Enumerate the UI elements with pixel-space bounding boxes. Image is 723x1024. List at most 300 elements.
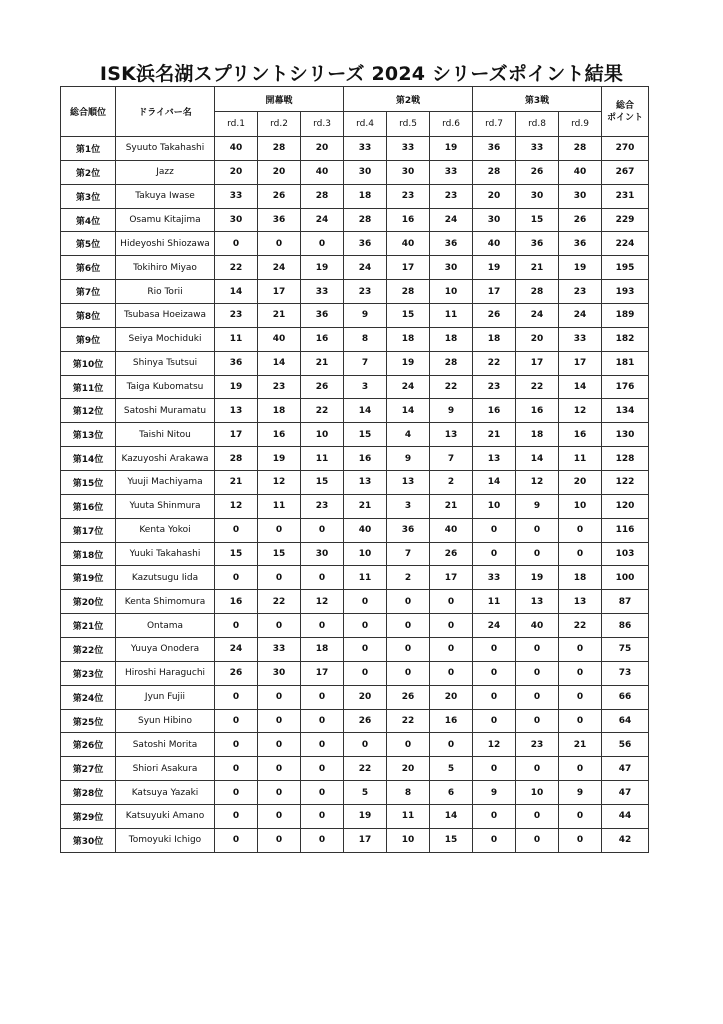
points-cell: 0 xyxy=(258,518,301,542)
points-cell: 24 xyxy=(215,638,258,662)
table-row xyxy=(61,805,649,829)
points-cell: 13 xyxy=(516,590,559,614)
points-cell: 0 xyxy=(430,590,473,614)
points-cell: 18 xyxy=(516,423,559,447)
points-cell: 30 xyxy=(473,208,516,232)
table-row xyxy=(61,566,649,590)
points-cell: 0 xyxy=(215,805,258,829)
points-cell: 0 xyxy=(258,566,301,590)
points-cell: 21 xyxy=(344,494,387,518)
points-cell: 0 xyxy=(301,805,344,829)
total-points-cell: 64 xyxy=(602,709,649,733)
points-cell: 0 xyxy=(473,805,516,829)
points-cell: 0 xyxy=(559,757,602,781)
rank-cell: 第30位 xyxy=(61,828,116,852)
rank-cell: 第8位 xyxy=(61,304,116,328)
points-cell: 20 xyxy=(215,160,258,184)
points-cell: 7 xyxy=(430,447,473,471)
points-cell: 19 xyxy=(215,375,258,399)
points-cell: 24 xyxy=(516,304,559,328)
table-row xyxy=(61,733,649,757)
points-cell: 9 xyxy=(516,494,559,518)
rank-cell: 第1位 xyxy=(61,137,116,161)
points-cell: 0 xyxy=(516,661,559,685)
rank-cell: 第17位 xyxy=(61,518,116,542)
points-cell: 0 xyxy=(430,661,473,685)
points-cell: 11 xyxy=(344,566,387,590)
driver-name-cell: Jazz xyxy=(116,160,215,184)
points-cell: 0 xyxy=(344,661,387,685)
points-cell: 26 xyxy=(430,542,473,566)
points-cell: 10 xyxy=(559,494,602,518)
points-cell: 13 xyxy=(387,471,430,495)
total-points-cell: 229 xyxy=(602,208,649,232)
rank-cell: 第24位 xyxy=(61,685,116,709)
table-row xyxy=(61,661,649,685)
total-points-cell: 120 xyxy=(602,494,649,518)
points-cell: 10 xyxy=(301,423,344,447)
points-cell: 0 xyxy=(559,542,602,566)
points-cell: 18 xyxy=(430,327,473,351)
points-cell: 21 xyxy=(258,304,301,328)
points-cell: 23 xyxy=(473,375,516,399)
points-cell: 14 xyxy=(215,280,258,304)
points-cell: 8 xyxy=(344,327,387,351)
points-cell: 19 xyxy=(473,256,516,280)
table-row xyxy=(61,375,649,399)
points-cell: 0 xyxy=(559,709,602,733)
points-cell: 22 xyxy=(516,375,559,399)
points-cell: 0 xyxy=(387,638,430,662)
points-cell: 7 xyxy=(344,351,387,375)
points-cell: 28 xyxy=(559,137,602,161)
points-cell: 16 xyxy=(387,208,430,232)
driver-name-cell: Tomoyuki Ichigo xyxy=(116,828,215,852)
points-cell: 0 xyxy=(301,781,344,805)
driver-name-cell: Hideyoshi Shiozawa xyxy=(116,232,215,256)
rank-cell: 第28位 xyxy=(61,781,116,805)
points-cell: 28 xyxy=(258,137,301,161)
points-cell: 40 xyxy=(559,160,602,184)
points-cell: 15 xyxy=(430,828,473,852)
points-cell: 0 xyxy=(387,590,430,614)
points-cell: 30 xyxy=(215,208,258,232)
points-cell: 28 xyxy=(387,280,430,304)
points-cell: 28 xyxy=(430,351,473,375)
driver-header: ドライバー名 xyxy=(116,87,215,137)
rank-cell: 第29位 xyxy=(61,805,116,829)
points-cell: 17 xyxy=(215,423,258,447)
points-cell: 12 xyxy=(516,471,559,495)
points-cell: 28 xyxy=(215,447,258,471)
points-cell: 0 xyxy=(258,709,301,733)
points-cell: 0 xyxy=(215,733,258,757)
points-cell: 0 xyxy=(559,518,602,542)
total-points-cell: 193 xyxy=(602,280,649,304)
round-header: 第2戦 xyxy=(344,87,473,112)
points-cell: 28 xyxy=(301,184,344,208)
points-cell: 0 xyxy=(473,828,516,852)
total-header-line2: ポイント xyxy=(607,112,644,123)
points-cell: 3 xyxy=(344,375,387,399)
points-cell: 30 xyxy=(301,542,344,566)
points-cell: 0 xyxy=(344,733,387,757)
total-points-cell: 130 xyxy=(602,423,649,447)
points-cell: 19 xyxy=(344,805,387,829)
points-cell: 22 xyxy=(258,590,301,614)
total-points-cell: 128 xyxy=(602,447,649,471)
driver-name-cell: Takuya Iwase xyxy=(116,184,215,208)
points-cell: 0 xyxy=(301,828,344,852)
points-cell: 22 xyxy=(473,351,516,375)
points-cell: 20 xyxy=(344,685,387,709)
points-cell: 36 xyxy=(215,351,258,375)
points-cell: 0 xyxy=(258,757,301,781)
points-cell: 0 xyxy=(215,757,258,781)
total-points-cell: 134 xyxy=(602,399,649,423)
total-points-cell: 176 xyxy=(602,375,649,399)
rank-cell: 第22位 xyxy=(61,638,116,662)
points-cell: 20 xyxy=(258,160,301,184)
points-cell: 15 xyxy=(344,423,387,447)
points-cell: 13 xyxy=(430,423,473,447)
points-cell: 36 xyxy=(430,232,473,256)
table-row xyxy=(61,399,649,423)
points-cell: 16 xyxy=(344,447,387,471)
points-cell: 13 xyxy=(559,590,602,614)
total-points-cell: 66 xyxy=(602,685,649,709)
total-points-cell: 42 xyxy=(602,828,649,852)
points-cell: 26 xyxy=(516,160,559,184)
points-cell: 24 xyxy=(559,304,602,328)
race-header: rd.7 xyxy=(473,112,516,137)
points-cell: 17 xyxy=(258,280,301,304)
total-points-cell: 47 xyxy=(602,781,649,805)
points-cell: 12 xyxy=(473,733,516,757)
points-cell: 14 xyxy=(387,399,430,423)
points-cell: 33 xyxy=(301,280,344,304)
points-cell: 2 xyxy=(430,471,473,495)
table-row xyxy=(61,327,649,351)
points-cell: 22 xyxy=(344,757,387,781)
points-cell: 20 xyxy=(516,327,559,351)
rank-cell: 第4位 xyxy=(61,208,116,232)
points-cell: 21 xyxy=(430,494,473,518)
points-cell: 0 xyxy=(301,685,344,709)
driver-name-cell: Ontama xyxy=(116,614,215,638)
driver-name-cell: Tokihiro Miyao xyxy=(116,256,215,280)
points-cell: 17 xyxy=(301,661,344,685)
points-cell: 0 xyxy=(215,685,258,709)
points-cell: 11 xyxy=(215,327,258,351)
rank-cell: 第16位 xyxy=(61,494,116,518)
points-cell: 0 xyxy=(301,566,344,590)
points-cell: 15 xyxy=(258,542,301,566)
points-cell: 14 xyxy=(473,471,516,495)
points-cell: 9 xyxy=(344,304,387,328)
rank-cell: 第13位 xyxy=(61,423,116,447)
points-cell: 0 xyxy=(301,733,344,757)
points-cell: 19 xyxy=(301,256,344,280)
points-cell: 16 xyxy=(215,590,258,614)
points-cell: 12 xyxy=(215,494,258,518)
points-cell: 40 xyxy=(215,137,258,161)
race-header: rd.2 xyxy=(258,112,301,137)
points-cell: 28 xyxy=(473,160,516,184)
points-cell: 0 xyxy=(301,232,344,256)
points-cell: 33 xyxy=(215,184,258,208)
total-points-cell: 47 xyxy=(602,757,649,781)
driver-name-cell: Katsuyuki Amano xyxy=(116,805,215,829)
points-cell: 26 xyxy=(301,375,344,399)
points-cell: 33 xyxy=(559,327,602,351)
points-cell: 21 xyxy=(215,471,258,495)
points-cell: 30 xyxy=(430,256,473,280)
driver-name-cell: Jyun Fujii xyxy=(116,685,215,709)
driver-name-cell: Katsuya Yazaki xyxy=(116,781,215,805)
points-cell: 19 xyxy=(387,351,430,375)
table-row xyxy=(61,423,649,447)
driver-name-cell: Satoshi Muramatu xyxy=(116,399,215,423)
points-cell: 9 xyxy=(430,399,473,423)
points-cell: 21 xyxy=(516,256,559,280)
points-cell: 18 xyxy=(473,327,516,351)
points-cell: 14 xyxy=(344,399,387,423)
points-cell: 5 xyxy=(344,781,387,805)
points-cell: 40 xyxy=(301,160,344,184)
rank-cell: 第11位 xyxy=(61,375,116,399)
points-cell: 23 xyxy=(258,375,301,399)
table-row xyxy=(61,351,649,375)
driver-name-cell: Kenta Shimomura xyxy=(116,590,215,614)
total-points-cell: 116 xyxy=(602,518,649,542)
points-cell: 11 xyxy=(559,447,602,471)
table-row xyxy=(61,781,649,805)
points-cell: 13 xyxy=(344,471,387,495)
rank-cell: 第19位 xyxy=(61,566,116,590)
table-row xyxy=(61,494,649,518)
points-cell: 22 xyxy=(215,256,258,280)
points-cell: 11 xyxy=(301,447,344,471)
points-cell: 0 xyxy=(473,661,516,685)
rank-cell: 第5位 xyxy=(61,232,116,256)
driver-name-cell: Kazuyoshi Arakawa xyxy=(116,447,215,471)
points-cell: 0 xyxy=(258,232,301,256)
points-cell: 24 xyxy=(344,256,387,280)
points-cell: 15 xyxy=(301,471,344,495)
points-cell: 24 xyxy=(387,375,430,399)
points-cell: 0 xyxy=(516,518,559,542)
points-cell: 33 xyxy=(258,638,301,662)
points-cell: 22 xyxy=(387,709,430,733)
points-cell: 33 xyxy=(387,137,430,161)
points-cell: 5 xyxy=(430,757,473,781)
points-cell: 17 xyxy=(430,566,473,590)
points-cell: 12 xyxy=(301,590,344,614)
rank-cell: 第18位 xyxy=(61,542,116,566)
points-cell: 26 xyxy=(387,685,430,709)
points-cell: 18 xyxy=(387,327,430,351)
rank-cell: 第9位 xyxy=(61,327,116,351)
points-cell: 40 xyxy=(387,232,430,256)
driver-name-cell: Shiori Asakura xyxy=(116,757,215,781)
points-cell: 19 xyxy=(516,566,559,590)
points-cell: 40 xyxy=(344,518,387,542)
points-cell: 0 xyxy=(430,614,473,638)
points-cell: 23 xyxy=(215,304,258,328)
points-cell: 0 xyxy=(473,542,516,566)
driver-name-cell: Osamu Kitajima xyxy=(116,208,215,232)
points-cell: 10 xyxy=(344,542,387,566)
driver-name-cell: Kazutsugu Iida xyxy=(116,566,215,590)
points-cell: 0 xyxy=(516,638,559,662)
points-cell: 15 xyxy=(215,542,258,566)
round-header: 第3戦 xyxy=(473,87,602,112)
points-cell: 0 xyxy=(344,638,387,662)
points-cell: 9 xyxy=(387,447,430,471)
points-cell: 23 xyxy=(344,280,387,304)
points-cell: 40 xyxy=(430,518,473,542)
points-cell: 16 xyxy=(473,399,516,423)
table-row xyxy=(61,232,649,256)
driver-name-cell: Shinya Tsutsui xyxy=(116,351,215,375)
points-cell: 0 xyxy=(301,757,344,781)
standings-body xyxy=(61,137,649,853)
points-cell: 0 xyxy=(215,232,258,256)
points-cell: 0 xyxy=(258,733,301,757)
driver-name-cell: Taishi Nitou xyxy=(116,423,215,447)
total-points-cell: 224 xyxy=(602,232,649,256)
rank-cell: 第21位 xyxy=(61,614,116,638)
points-cell: 0 xyxy=(516,805,559,829)
points-cell: 17 xyxy=(516,351,559,375)
points-cell: 15 xyxy=(387,304,430,328)
points-cell: 4 xyxy=(387,423,430,447)
driver-name-cell: Kenta Yokoi xyxy=(116,518,215,542)
points-cell: 16 xyxy=(516,399,559,423)
standings-table xyxy=(60,86,649,853)
driver-name-cell: Yuuji Machiyama xyxy=(116,471,215,495)
points-cell: 0 xyxy=(301,614,344,638)
rank-header: 総合順位 xyxy=(61,87,116,137)
points-cell: 14 xyxy=(258,351,301,375)
points-cell: 18 xyxy=(301,638,344,662)
points-cell: 11 xyxy=(387,805,430,829)
round-header: 開幕戦 xyxy=(215,87,344,112)
points-cell: 0 xyxy=(473,709,516,733)
race-header: rd.6 xyxy=(430,112,473,137)
table-row xyxy=(61,304,649,328)
points-cell: 0 xyxy=(344,614,387,638)
table-row xyxy=(61,542,649,566)
points-cell: 33 xyxy=(516,137,559,161)
points-cell: 13 xyxy=(215,399,258,423)
table-row xyxy=(61,709,649,733)
points-cell: 3 xyxy=(387,494,430,518)
table-row xyxy=(61,757,649,781)
points-cell: 0 xyxy=(258,828,301,852)
total-points-cell: 195 xyxy=(602,256,649,280)
points-cell: 10 xyxy=(430,280,473,304)
rank-cell: 第14位 xyxy=(61,447,116,471)
total-points-cell: 267 xyxy=(602,160,649,184)
points-cell: 26 xyxy=(473,304,516,328)
points-cell: 22 xyxy=(559,614,602,638)
total-header-line1: 総合 xyxy=(616,100,635,111)
points-cell: 14 xyxy=(430,805,473,829)
points-cell: 33 xyxy=(430,160,473,184)
points-cell: 0 xyxy=(301,518,344,542)
total-points-cell: 73 xyxy=(602,661,649,685)
points-cell: 0 xyxy=(516,685,559,709)
driver-name-cell: Tsubasa Hoeizawa xyxy=(116,304,215,328)
points-cell: 0 xyxy=(473,518,516,542)
driver-name-cell: Yuuya Onodera xyxy=(116,638,215,662)
points-cell: 21 xyxy=(473,423,516,447)
points-cell: 30 xyxy=(516,184,559,208)
points-cell: 8 xyxy=(387,781,430,805)
points-cell: 0 xyxy=(516,757,559,781)
points-cell: 0 xyxy=(387,733,430,757)
driver-name-cell: Yuuki Takahashi xyxy=(116,542,215,566)
points-cell: 14 xyxy=(516,447,559,471)
points-cell: 36 xyxy=(301,304,344,328)
points-cell: 0 xyxy=(258,614,301,638)
points-cell: 0 xyxy=(559,805,602,829)
points-cell: 14 xyxy=(559,375,602,399)
points-cell: 21 xyxy=(301,351,344,375)
points-cell: 0 xyxy=(301,709,344,733)
points-cell: 36 xyxy=(473,137,516,161)
table-row xyxy=(61,518,649,542)
points-cell: 10 xyxy=(473,494,516,518)
driver-name-cell: Yuuta Shinmura xyxy=(116,494,215,518)
table-row xyxy=(61,137,649,161)
points-cell: 16 xyxy=(559,423,602,447)
points-cell: 18 xyxy=(258,399,301,423)
points-cell: 22 xyxy=(430,375,473,399)
points-cell: 36 xyxy=(559,232,602,256)
table-row xyxy=(61,256,649,280)
points-cell: 26 xyxy=(215,661,258,685)
points-cell: 0 xyxy=(215,566,258,590)
rank-cell: 第3位 xyxy=(61,184,116,208)
driver-name-cell: Hiroshi Haraguchi xyxy=(116,661,215,685)
points-cell: 0 xyxy=(473,638,516,662)
points-cell: 2 xyxy=(387,566,430,590)
points-cell: 15 xyxy=(516,208,559,232)
points-cell: 6 xyxy=(430,781,473,805)
points-cell: 26 xyxy=(559,208,602,232)
points-cell: 17 xyxy=(387,256,430,280)
points-cell: 11 xyxy=(258,494,301,518)
points-cell: 24 xyxy=(430,208,473,232)
points-cell: 30 xyxy=(387,160,430,184)
points-cell: 17 xyxy=(473,280,516,304)
points-cell: 33 xyxy=(473,566,516,590)
points-cell: 0 xyxy=(258,685,301,709)
total-header xyxy=(602,87,649,137)
table-row xyxy=(61,638,649,662)
points-cell: 18 xyxy=(559,566,602,590)
points-cell: 0 xyxy=(387,614,430,638)
table-row xyxy=(61,184,649,208)
points-cell: 36 xyxy=(387,518,430,542)
points-cell: 36 xyxy=(344,232,387,256)
points-cell: 0 xyxy=(258,805,301,829)
points-cell: 0 xyxy=(473,685,516,709)
rank-cell: 第10位 xyxy=(61,351,116,375)
